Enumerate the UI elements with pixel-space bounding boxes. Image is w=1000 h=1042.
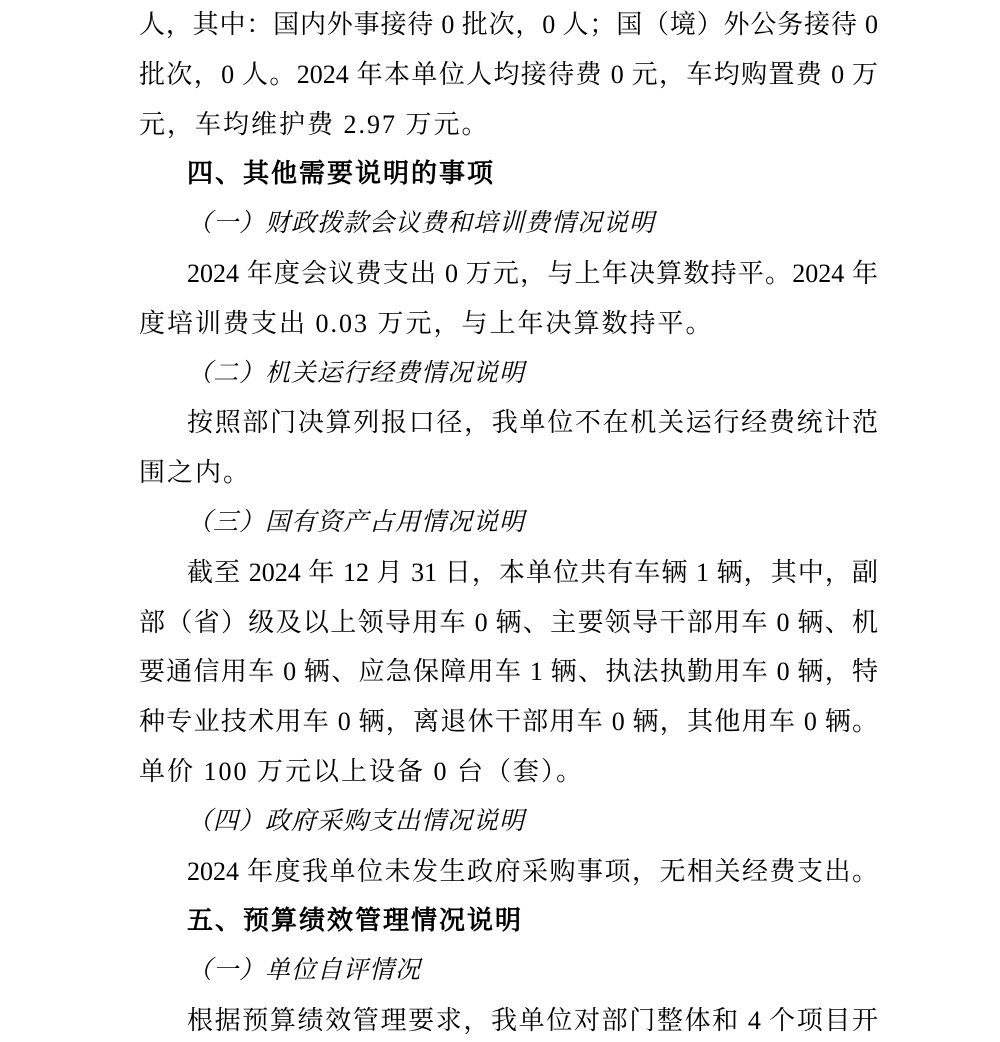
sub-heading: （一）单位自评情况 <box>187 957 422 985</box>
sub-heading: （三）国有资产占用情况说明 <box>187 508 526 536</box>
body-line: 批次，0 人。2024 年本单位人均接待费 0 元，车均购置费 0 万 <box>139 59 878 89</box>
body-line: 围之内。 <box>139 458 252 488</box>
body-line: 截至 2024 年 12 月 31 日，本单位共有车辆 1 辆，其中，副 <box>187 557 878 587</box>
body-line: 根据预算绩效管理要求，我单位对部门整体和 4 个项目开 <box>187 1005 878 1035</box>
body-line: 单价 100 万元以上设备 0 台（套）。 <box>139 756 585 786</box>
body-line: 种专业技术用车 0 辆，离退休干部用车 0 辆，其他用车 0 辆。 <box>139 707 878 737</box>
sub-heading: （一）财政拨款会议费和培训费情况说明 <box>187 210 656 238</box>
sub-heading: （四）政府采购支出情况说明 <box>187 807 526 835</box>
body-line: 2024 年度会议费支出 0 万元，与上年决算数持平。2024 年 <box>187 258 878 288</box>
section-heading: 五、预算绩效管理情况说明 <box>187 905 524 936</box>
body-line: 按照部门决算列报口径，我单位不在机关运行经费统计范 <box>187 408 878 438</box>
body-line: 部（省）级及以上领导用车 0 辆、主要领导干部用车 0 辆、机 <box>139 607 878 637</box>
body-line: 度培训费支出 0.03 万元，与上年决算数持平。 <box>139 308 714 338</box>
body-line: 2024 年度我单位未发生政府采购事项，无相关经费支出。 <box>187 856 878 886</box>
document-text-block <box>139 0 878 1042</box>
section-heading: 四、其他需要说明的事项 <box>187 158 496 189</box>
body-line: 元，车均维护费 2.97 万元。 <box>139 109 490 139</box>
body-line: 人，其中：国内外事接待 0 批次，0 人；国（境）外公务接待 0 <box>139 10 878 39</box>
body-line: 要通信用车 0 辆、应急保障用车 1 辆、执法执勤用车 0 辆，特 <box>139 657 878 687</box>
sub-heading: （二）机关运行经费情况说明 <box>187 359 526 387</box>
